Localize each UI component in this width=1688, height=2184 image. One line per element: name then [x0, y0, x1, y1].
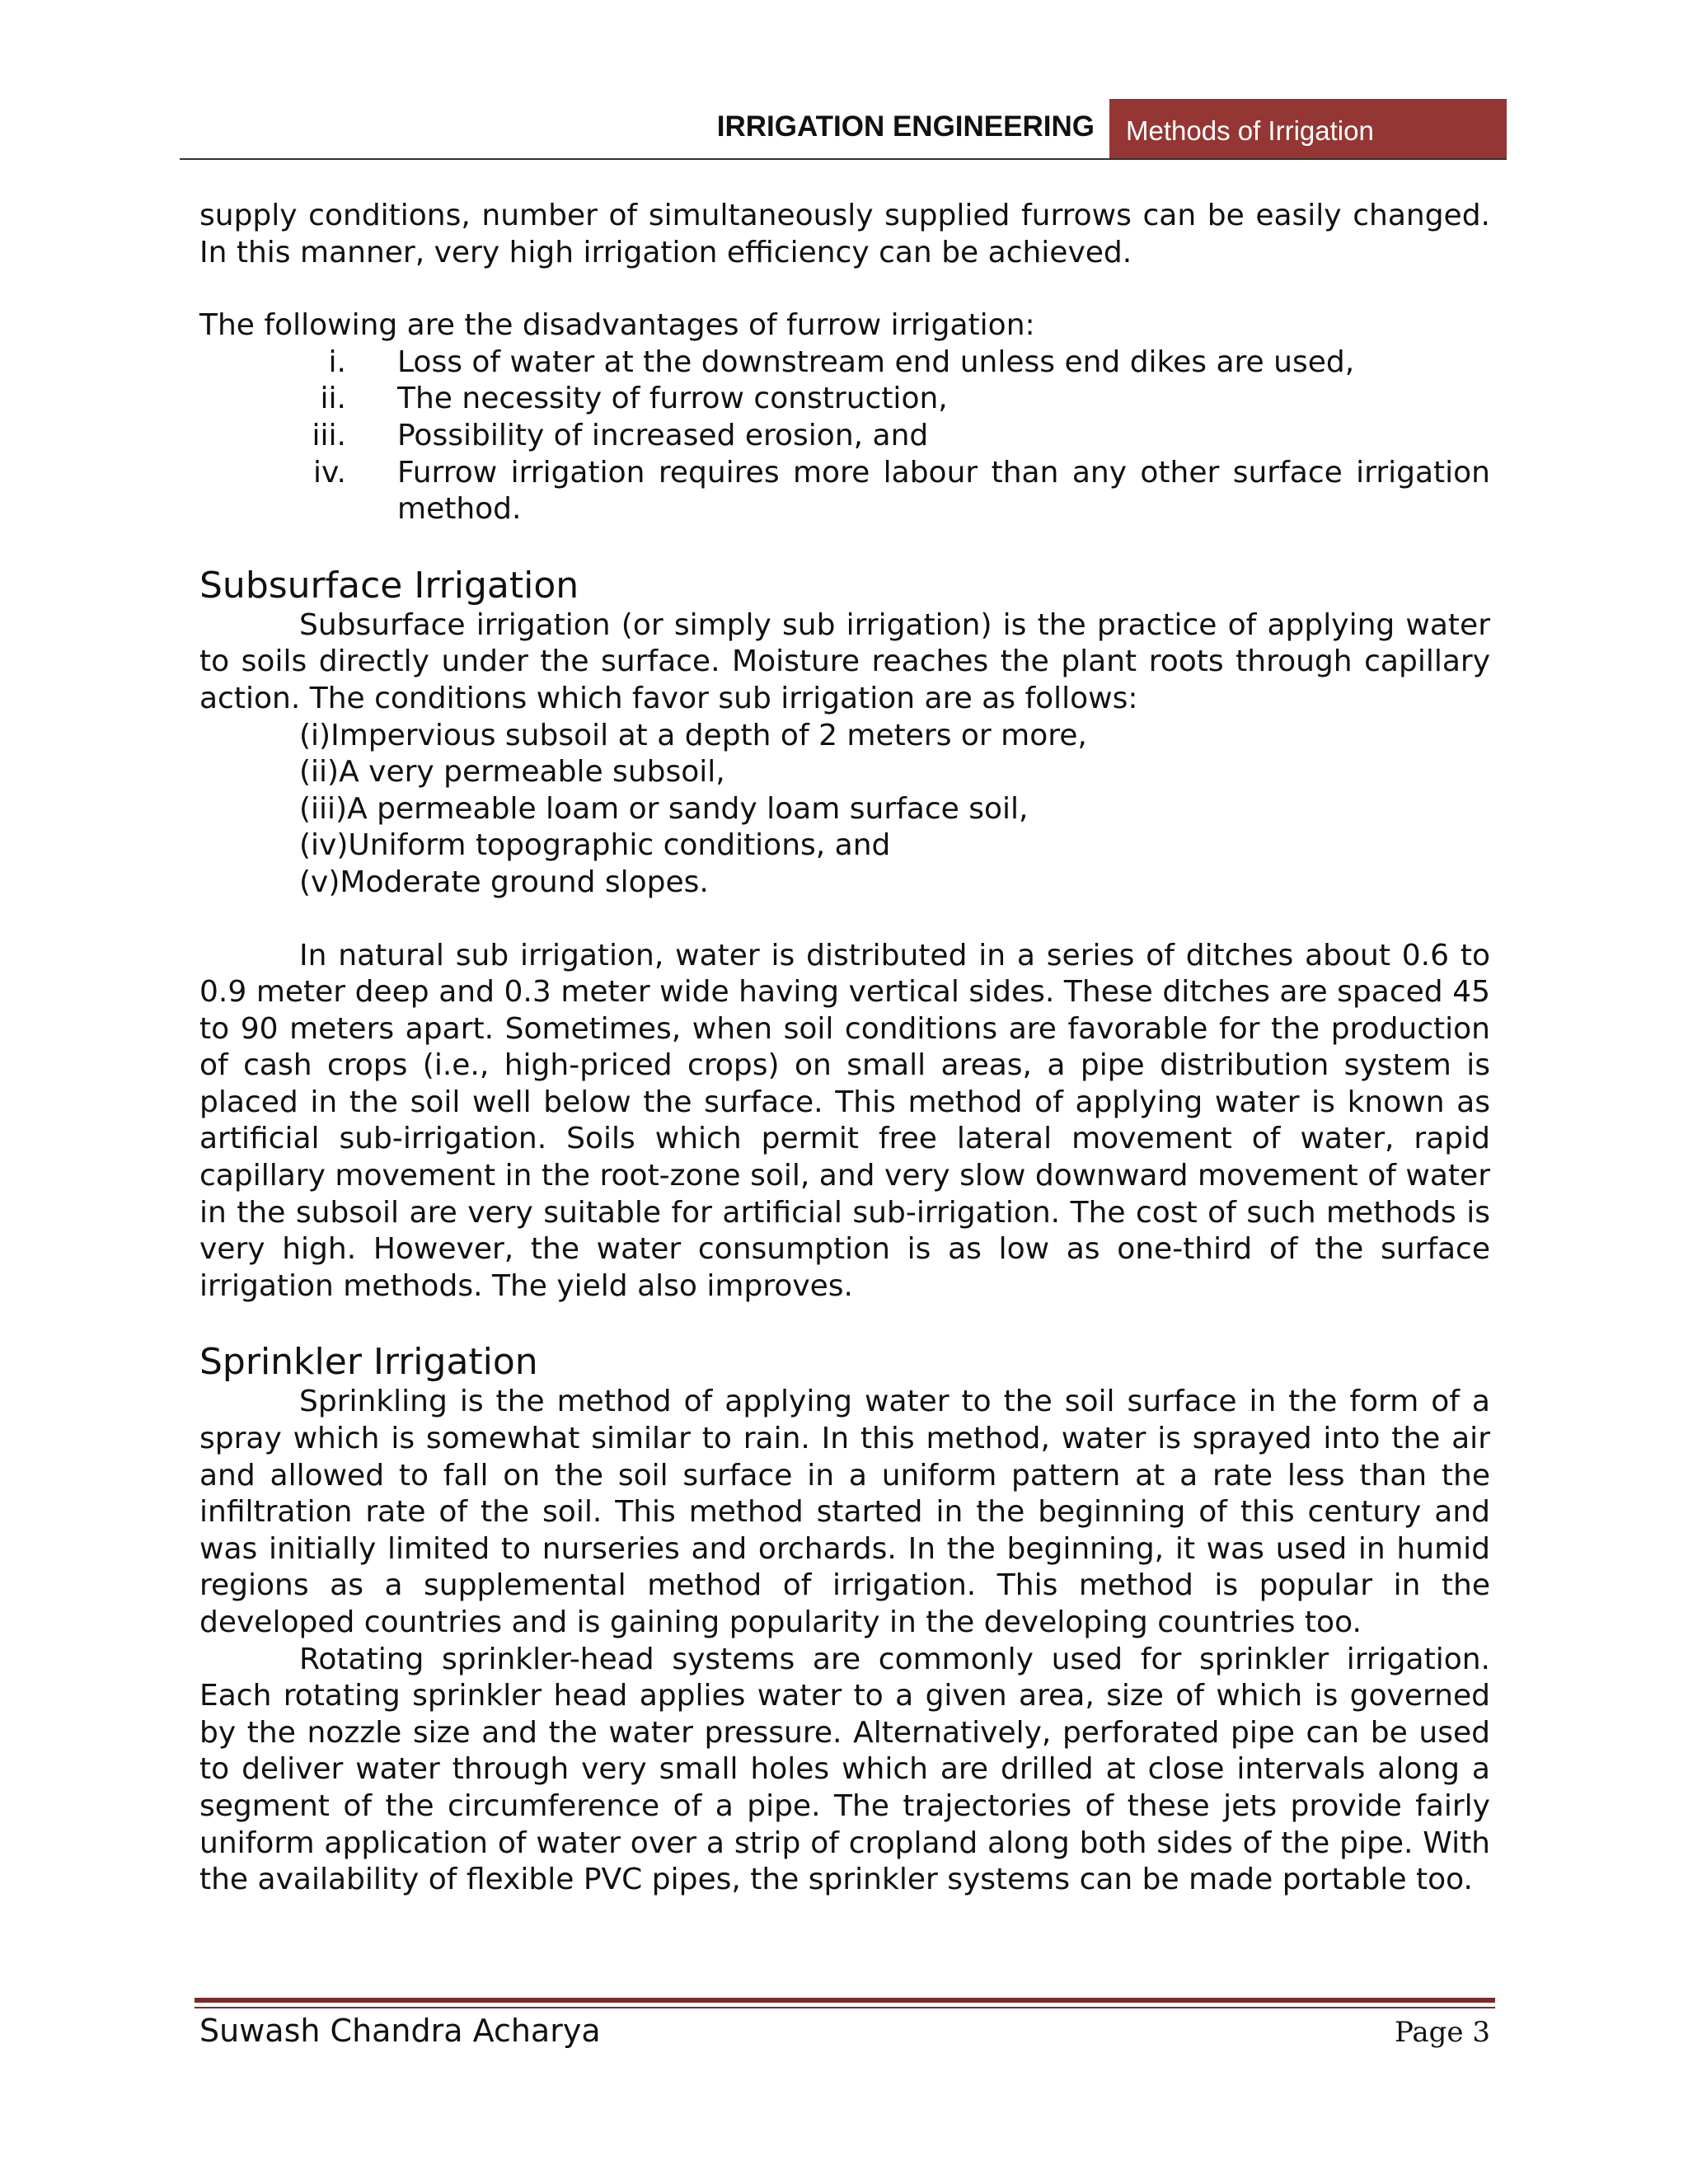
list-item: [199, 344, 1490, 382]
disadvantages-lead: The following are the disadvantages of furrow irrigation:: [199, 308, 1035, 343]
header-section-label: Methods of Irrigation: [1109, 99, 1507, 160]
subsurface-heading: Subsurface Irrigation: [199, 564, 579, 607]
subsurface-paragraph-2: In natural sub irrigation, water is distributed in a series of ditches about 0.6 to 0.9 meter deep and 0.3 meter wide having vertical sides. These ditches are spaced 45 to 90 meters apart. Sometimes, when soil conditions are favorable for the production of cash crops (i.e., high-priced crops) on small areas, a pipe distribution system is placed in the soil well below the surface. This method of applying water is known as artificial sub-irrigation. Soils which permit free lateral movement of water, rapid capillary movement in the root-zone soil, and very slow downward movement of water in the subsoil are very suitable for artificial sub-irrigation. The cost of such methods is very high. However, the water consumption is as low as one-third of the surface irrigation methods. The yield also improves.: [199, 938, 1490, 1303]
condition-item: (iii)A permeable loam or sandy loam surface soil,: [299, 791, 1029, 826]
list-item-number: ii.: [320, 382, 346, 416]
page-content: [199, 198, 1490, 1899]
list-item: [199, 418, 1490, 455]
list-item-number: i.: [328, 344, 346, 379]
condition-item: (i)Impervious subsoil at a depth of 2 meters or more,: [299, 718, 1087, 752]
header-divider: [180, 158, 1507, 160]
footer-divider-thick: [195, 1998, 1495, 2003]
list-item-text: Loss of water at the downstream end unless end dikes are used,: [397, 344, 1355, 379]
list-item-text: Possibility of increased erosion, and: [397, 418, 929, 452]
sprinkler-heading: Sprinkler Irrigation: [199, 1341, 538, 1384]
condition-item: (ii)A very permeable subsoil,: [299, 755, 725, 790]
list-item-text: Furrow irrigation requires more labour than any other surface irrigation method.: [397, 455, 1490, 527]
subsurface-paragraph-1: Subsurface irrigation (or simply sub irrigation) is the practice of applying water to soils directly under the surface. Moisture reaches the plant roots through capillary action. The conditions which favor sub irrigation are as follows:: [199, 607, 1490, 715]
list-item: [199, 381, 1490, 418]
footer-divider-thin: [195, 2007, 1495, 2008]
condition-item: (v)Moderate ground slopes.: [299, 865, 709, 899]
list-item-number: iii.: [312, 418, 346, 452]
list-item-text: The necessity of furrow construction,: [397, 382, 948, 416]
footer-author: Suwash Chandra Acharya: [199, 2013, 601, 2049]
header-title: IRRIGATION ENGINEERING: [716, 110, 1095, 143]
list-item: [199, 455, 1490, 528]
sprinkler-paragraph-1: Sprinkling is the method of applying water to the soil surface in the form of a spray which is somewhat similar to rain. In this method, water is sprayed into the air and allowed to fall on the soil surface in a uniform pattern at a rate less than the infiltration rate of the soil. This method started in the beginning of this century and was initially limited to nurseries and orchards. In the beginning, it was used in humid regions as a supplemental method of irrigation. This method is popular in the developed countries and is gaining popularity in the developing countries too.: [199, 1385, 1490, 1639]
conditions-list: [199, 718, 1490, 902]
list-item-number: iv.: [313, 455, 346, 490]
page-number: Page 3: [1395, 2016, 1490, 2049]
intro-paragraph: supply conditions, number of simultaneously supplied furrows can be easily changed. In this manner, very high irrigation efficiency can be achieved.: [199, 199, 1490, 269]
disadvantages-list: [199, 344, 1490, 528]
sprinkler-paragraph-2: Rotating sprinkler-head systems are commonly used for sprinkler irrigation. Each rotating sprinkler head applies water to a given area, size of which is governed by the nozzle size and the water pressure. Alternatively, perforated pipe can be used to deliver water through very small holes which are drilled at close intervals along a segment of the circumference of a pipe. The trajectories of these jets provide fairly uniform application of water over a strip of cropland along both sides of the pipe. With the availability of flexible PVC pipes, the sprinkler systems can be made portable too.: [199, 1642, 1490, 1897]
condition-item: (iv)Uniform topographic conditions, and: [299, 828, 891, 863]
